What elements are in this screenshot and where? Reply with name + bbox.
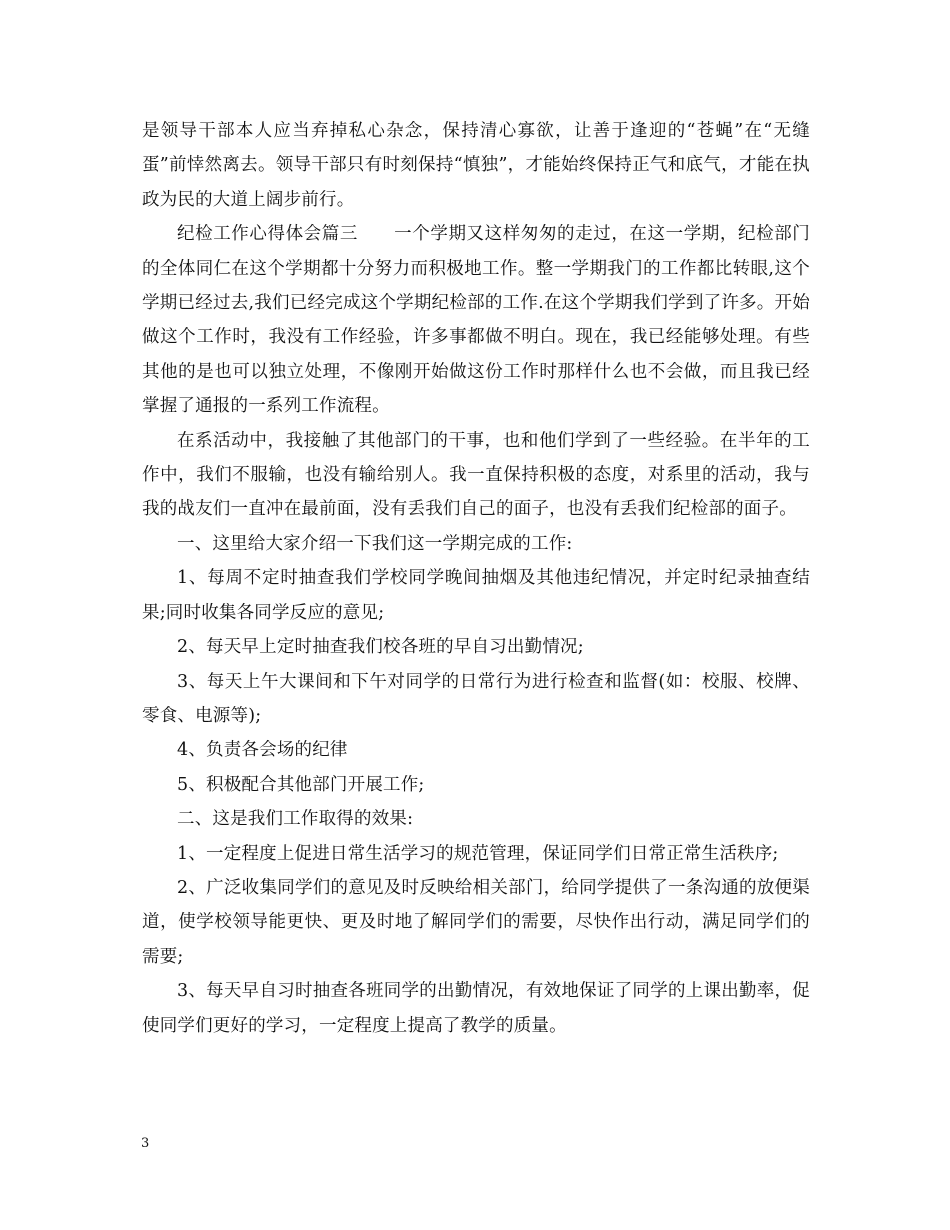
- list-item: 1、每周不定时抽查我们学校同学晚间抽烟及其他违纪情况，并定时纪录抽查结果;同时收集各同学反应的意见;: [142, 568, 810, 623]
- section-heading: 一、这里给大家介绍一下我们这一学期完成的工作:: [177, 533, 573, 554]
- list-item: 4、负责各会场的纪律: [177, 740, 348, 761]
- page-number: 3: [141, 1136, 150, 1151]
- list-item: 2、广泛收集同学们的意见及时反映给相关部门，给同学提供了一条沟通的放便渠道，使学校领导能更快、更及时地了解同学们的需要，尽快作出行动，满足同学们的需要;: [142, 877, 810, 967]
- list-item: 2、每天早上定时抽查我们校各班的早自习出勤情况;: [177, 637, 584, 658]
- paragraph: 在系活动中，我接触了其他部门的干事，也和他们学到了一些经验。在半年的工作中，我们不服输，也没有输给别人。我一直保持积极的态度，对系里的活动，我与我的战友们一直冲在最前面，没有丢我们自己的面子，也没有丢我们纪检部的面子。: [142, 430, 810, 520]
- section-heading: 二、这是我们工作取得的效果:: [177, 809, 414, 830]
- list-item: 3、每天上午大课间和下午对同学的日常行为进行检查和监督(如：校服、校牌、零食、电源等);: [142, 671, 810, 726]
- list-item: 1、一定程度上促进日常生活学习的规范管理，保证同学们日常正常生活秩序;: [177, 843, 779, 864]
- list-item: 5、积极配合其他部门开展工作;: [177, 774, 425, 795]
- document-body: [142, 114, 810, 1043]
- list-item: 3、每天早自习时抽查各班同学的出勤情况，有效地保证了同学的上课出勤率，促使同学们更好的学习，一定程度上提高了教学的质量。: [142, 981, 810, 1036]
- paragraph: 纪检工作心得体会篇三 一个学期又这样匆匆的走过，在这一学期，纪检部门的全体同仁在这个学期都十分努力而积极地工作。整一学期我门的工作都比转眼,这个学期已经过去,我们已经完成这个学期纪检部的工作.在这个学期我们学到了许多。开始做这个工作时，我没有工作经验，许多事都做不明白。现在，我已经能够处理。有些其他的是也可以独立处理，不像刚开始做这份工作时那样什么也不会做，而且我已经掌握了通报的一系列工作流程。: [142, 224, 810, 417]
- paragraph: 是领导干部本人应当弃掉私心杂念，保持清心寡欲，让善于逢迎的“苍蝇”在“无缝蛋”前悻然离去。领导干部只有时刻保持“慎独”，才能始终保持正气和底气，才能在执政为民的大道上阔步前行。: [142, 121, 810, 210]
